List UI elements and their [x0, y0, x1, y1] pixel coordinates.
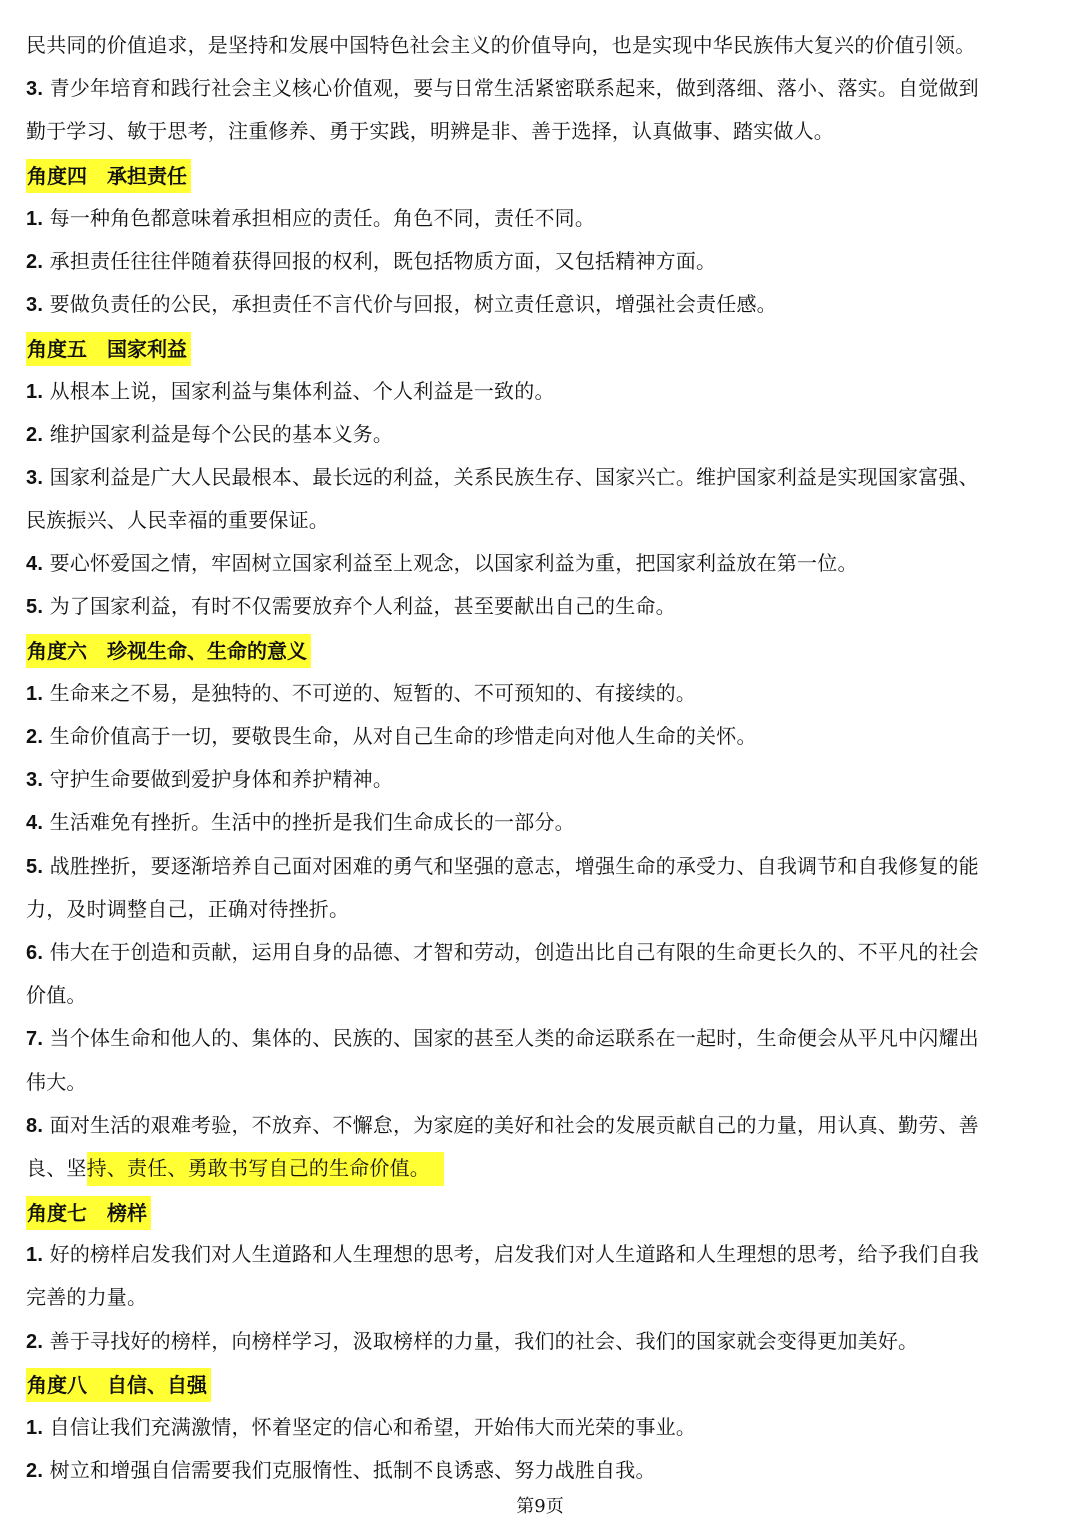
item-text: 完善的力量。	[26, 1285, 148, 1310]
list-item-continuation	[26, 974, 1056, 1017]
item-number: 8.	[26, 1114, 44, 1137]
list-item-continuation	[26, 1147, 1056, 1190]
item-number: 2.	[26, 250, 44, 273]
item-number: 4.	[26, 553, 44, 576]
item-text: 要心怀爱国之情，牢固树立国家利益至上观念，以国家利益为重，把国家利益放在第一位。	[49, 551, 858, 576]
item-number: 1.	[26, 682, 44, 705]
item-text: 好的榜样启发我们对人生道路和人生理想的思考，启发我们对人生道路和人生理想的思考，给予我们自我	[49, 1242, 979, 1267]
list-item-continuation	[26, 888, 1056, 931]
list-item	[26, 197, 1056, 240]
list-item-continuation	[26, 499, 1056, 542]
item-text: 伟大在于创造和贡献，运用自身的品德、才智和劳动，创造出比自己有限的生命更长久的、不平凡的社会	[49, 939, 979, 964]
item-text: 善于寻找好的榜样，向榜样学习，汲取榜样的力量，我们的社会、我们的国家就会变得更加美好。	[49, 1328, 919, 1353]
item-text: 维护国家利益是每个公民的基本义务。	[49, 421, 394, 446]
item-number: 3.	[26, 466, 44, 489]
item-number: 2.	[26, 1460, 44, 1483]
item-number: 5.	[26, 855, 44, 878]
list-item	[26, 283, 1056, 326]
list-item	[26, 240, 1056, 283]
section-header	[26, 629, 1056, 672]
list-item	[26, 758, 1056, 801]
item-text: 树立和增强自信需要我们克服惰性、抵制不良诱惑、努力战胜自我。	[49, 1458, 656, 1483]
list-item	[26, 542, 1056, 585]
list-item	[26, 413, 1056, 456]
item-text: 承担责任往往伴随着获得回报的权利，既包括物质方面，又包括精神方面。	[49, 248, 717, 273]
list-item-continuation	[26, 1276, 1056, 1319]
list-item	[26, 1406, 1056, 1449]
item-text: 面对生活的艰难考验，不放弃、不懈怠，为家庭的美好和社会的发展贡献自己的力量，用认真、勤劳、善	[49, 1112, 979, 1137]
item-text: 为了国家利益，有时不仅需要放弃个人利益，甚至要献出自己的生命。	[49, 594, 676, 619]
section-header	[26, 326, 1056, 369]
item-text: 国家利益是广大人民最根本、最长远的利益，关系民族生存、国家兴亡。维护国家利益是实现国家富强、	[49, 464, 979, 489]
paragraph-text: 民共同的价值追求，是坚持和发展中国特色社会主义的价值导向，也是实现中华民族伟大复兴的价值引领。	[26, 33, 976, 57]
item-number: 6.	[26, 941, 44, 964]
item-number: 3.	[26, 769, 44, 792]
section-heading: 角度七 榜样	[26, 1196, 151, 1230]
section-heading: 角度八 自信、自强	[26, 1368, 211, 1402]
list-item	[26, 801, 1056, 844]
item-text: 要做负责任的公民，承担责任不言代价与回报，树立责任意识，增强社会责任感。	[49, 292, 777, 317]
list-item	[26, 845, 1056, 888]
list-item	[26, 672, 1056, 715]
item-text: 守护生命要做到爱护身体和养护精神。	[49, 767, 394, 792]
item-text: 自信让我们充满激情，怀着坚定的信心和希望，开始伟大而光荣的事业。	[49, 1415, 697, 1439]
item-number: 7.	[26, 1028, 44, 1051]
item-number: 1.	[26, 380, 44, 403]
list-item	[26, 1233, 1056, 1276]
list-item-continuation	[26, 110, 1056, 153]
item-text: 青少年培育和践行社会主义核心价值观，要与日常生活紧密联系起来，做到落细、落小、落实。自觉做到	[49, 76, 979, 101]
item-text: 战胜挫折，要逐渐培养自己面对困难的勇气和坚强的意志，增强生命的承受力、自我调节和自我修复的能	[49, 853, 979, 878]
list-item	[26, 67, 1056, 110]
page-number: 第9页	[516, 1496, 564, 1517]
item-number: 4.	[26, 812, 44, 835]
list-item	[26, 1104, 1056, 1147]
section-header	[26, 1190, 1056, 1233]
section-heading: 角度五 国家利益	[26, 332, 191, 366]
document-body	[26, 24, 1056, 1492]
section-heading: 角度四 承担责任	[26, 159, 191, 193]
item-number: 1.	[26, 1417, 44, 1439]
item-number: 2.	[26, 423, 44, 446]
list-item	[26, 1449, 1056, 1492]
item-text: 生活难免有挫折。生活中的挫折是我们生命成长的一部分。	[49, 810, 575, 835]
item-text: 价值。	[26, 983, 87, 1008]
list-item	[26, 585, 1056, 628]
item-text: 力，及时调整自己，正确对待挫折。	[26, 896, 350, 921]
list-item-continuation	[26, 1061, 1056, 1104]
item-number: 3.	[26, 78, 44, 101]
section-heading: 角度六 珍视生命、生命的意义	[26, 634, 311, 668]
item-text: 生命价值高于一切，要敬畏生命，从对自己生命的珍惜走向对他人生命的关怀。	[49, 724, 757, 748]
item-text: 民族振兴、人民幸福的重要保证。	[26, 508, 329, 533]
item-text: 当个体生命和他人的、集体的、民族的、国家的甚至人类的命运联系在一起时，生命便会从平凡中闪耀出	[49, 1026, 979, 1051]
continued-paragraph	[26, 24, 1056, 67]
list-item	[26, 370, 1056, 413]
list-item	[26, 456, 1056, 499]
item-number: 2.	[26, 1330, 44, 1353]
list-item	[26, 1320, 1056, 1363]
item-number: 1.	[26, 1244, 44, 1267]
item-text: 每一种角色都意味着承担相应的责任。角色不同，责任不同。	[49, 205, 596, 230]
list-item	[26, 715, 1056, 758]
item-number: 5.	[26, 596, 44, 619]
item-text: 伟大。	[26, 1069, 87, 1094]
section-header	[26, 1363, 1056, 1406]
item-number: 1.	[26, 207, 44, 230]
item-text: 从根本上说，国家利益与集体利益、个人利益是一致的。	[49, 378, 555, 403]
item-text: 良、坚	[26, 1155, 87, 1180]
item-number: 3.	[26, 294, 44, 317]
list-item	[26, 931, 1056, 974]
item-text: 生命来之不易，是独特的、不可逆的、短暂的、不可预知的、有接续的。	[49, 680, 697, 705]
item-number: 2.	[26, 726, 44, 748]
section-header	[26, 154, 1056, 197]
highlighted-text: 持、责任、勇敢书写自己的生命价值。	[87, 1152, 444, 1186]
item-text: 勤于学习、敏于思考，注重修养、勇于实践，明辨是非、善于选择，认真做事、踏实做人。	[26, 119, 834, 144]
list-item	[26, 1017, 1056, 1060]
